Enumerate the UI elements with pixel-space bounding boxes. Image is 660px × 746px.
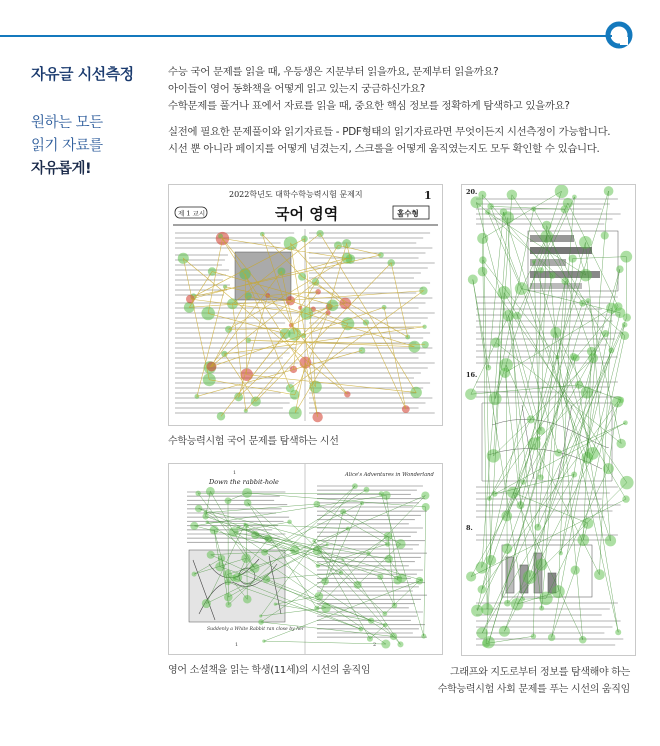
social-exam-gaze-panel xyxy=(461,184,636,656)
question-16-number: 16. xyxy=(466,371,478,379)
question-20-number: 20. xyxy=(466,188,478,196)
exam-page-number: 1 xyxy=(424,189,432,202)
intro-line: 아이들이 영어 동화책을 어떻게 읽고 있는지 궁금하신가요? xyxy=(168,83,425,95)
header-rule xyxy=(0,35,612,37)
book-footer-right: 2 xyxy=(373,642,377,648)
exam-heading: 2022학년도 대학수학능력시험 문제지 xyxy=(229,190,363,199)
book-illustration-caption: Suddenly a White Rabbit ran close by her xyxy=(207,627,305,632)
social-exam-figure xyxy=(462,185,635,655)
page-title: 자유글 시선측정 xyxy=(31,65,134,83)
storybook-figure xyxy=(169,464,442,654)
exam-caption: 수학능력시험 국어 문제를 탐색하는 시선 xyxy=(168,436,339,447)
storybook-gaze-panel xyxy=(168,463,443,655)
intro-line: 실전에 필요한 문제풀이와 읽기자료들 - PDF형태의 읽기자료라면 무엇이든지 시선측정이 가능합니다. xyxy=(168,126,611,138)
exam-heatmap-panel xyxy=(168,184,443,426)
social-caption-line-2: 수학능력시험 사회 문제를 푸는 시선의 움직임 xyxy=(437,684,630,695)
page-subtitle xyxy=(31,112,103,181)
social-caption-line-1: 그래프와 지도로부터 정보를 탐색해야 하는 xyxy=(450,667,630,678)
book-right-text xyxy=(317,486,427,637)
exam-type-tag: 홀수형 xyxy=(397,209,419,218)
book-footer-left: 1 xyxy=(235,642,239,648)
book-page-number-left: 1 xyxy=(233,470,237,476)
storybook-caption: 영어 소설책을 읽는 학생(11세)의 시선의 움직임 xyxy=(168,665,371,676)
intro-paragraph-2 xyxy=(168,124,610,158)
ring-logo-icon xyxy=(604,20,634,50)
intro-line: 수능 국어 문제를 읽을 때, 우등생은 지문부터 읽을까요, 문제부터 읽을까요? xyxy=(168,66,499,78)
question-8-number: 8. xyxy=(466,524,473,532)
intro-line: 수학문제를 풀거나 표에서 자료를 읽을 때, 중요한 핵심 정보를 정확하게 탐색하고 있을까요? xyxy=(168,100,570,112)
intro-paragraph-1 xyxy=(168,64,570,115)
subtitle-line-3: 자유롭게! xyxy=(31,161,92,177)
subtitle-line-2: 읽기 자료를 xyxy=(31,138,103,154)
book-chapter-title: Down the rabbit-hole xyxy=(209,478,279,486)
exam-subject: 국어 영역 xyxy=(275,205,339,223)
subtitle-line-1: 원하는 모든 xyxy=(31,115,103,131)
book-right-header: Alice's Adventures in Wonderland xyxy=(345,472,434,478)
gaze-fixation xyxy=(217,412,225,420)
exam-page-figure xyxy=(169,185,442,425)
exam-section-tag: 제 1 교시 xyxy=(178,209,206,218)
intro-line: 시선 뿐 아니라 페이지를 어떻게 넘겼는지, 스크롤을 어떻게 움직였는지도 모두 확인할 수 있습니다. xyxy=(168,143,600,155)
